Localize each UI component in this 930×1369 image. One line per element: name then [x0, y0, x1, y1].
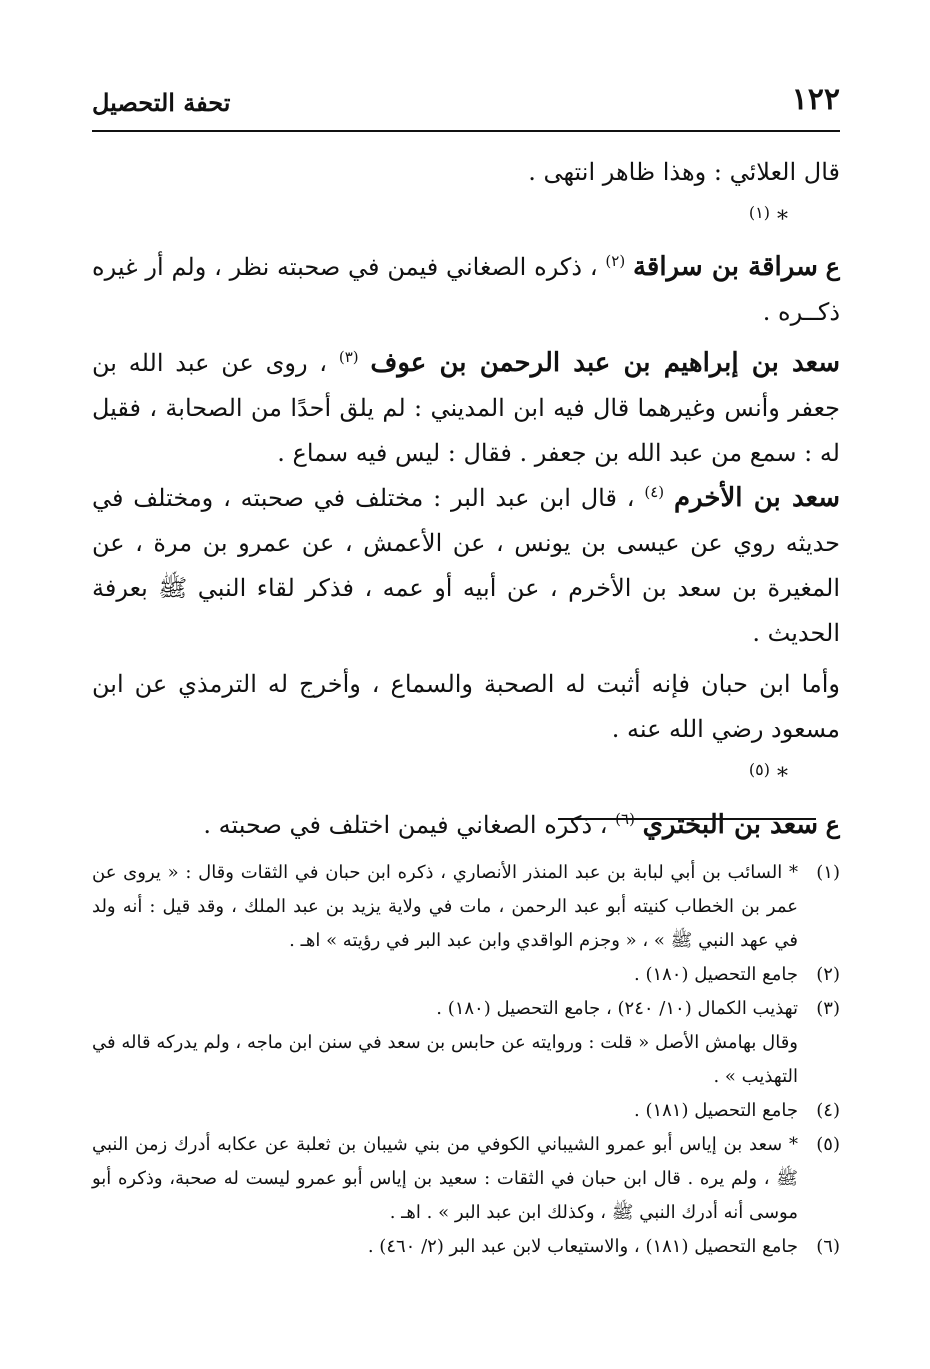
- entry-sad-ibn-al-bakhtari: [92, 802, 840, 848]
- footnote-ref: (٣): [338, 348, 359, 367]
- entry-text: ، ذكره الصغاني فيمن في صحبته نظر ، ولم أر غيره ذكــره .: [92, 253, 840, 327]
- footnotes: [92, 856, 840, 1264]
- footnote-ref: (٦): [615, 809, 635, 828]
- entry-text: ، قال ابن عبد البر : مختلف في صحبته ، ومختلف في حديثه روي عن عيسى بن يونس ، عن الأعمش ، عن عمرو بن مرة ، عن المغيرة بن سعد بن الأخرم ، عن أبيه أو عمه ، فذكر لقاء النبي ﷺ بعرفة الحديث .: [92, 484, 840, 648]
- footnote-number: (٣): [816, 998, 840, 1019]
- paragraph-ibn-hibban: وأما ابن حبان فإنه أثبت له الصحبة والسماع ، وأخرج له الترمذي عن ابن مسعود رضي الله عنه .: [92, 670, 840, 744]
- footnote-ref: (١): [748, 203, 770, 222]
- footnote-text: وقال بهامش الأصل « قلت : وروايته عن حابس بن سعد في سنن ابن ماجه ، ولم يدركه قاله في التهذيب » .: [92, 1032, 798, 1087]
- entry-name: سعد بن الأخرم: [673, 483, 840, 514]
- footnote-number: (٦): [816, 1236, 840, 1257]
- footnote-separator: [558, 818, 816, 820]
- footnote-3-note: [92, 1026, 840, 1094]
- footnote-text: * سعد بن إياس أبو عمرو الشيباني الكوفي من بني شيبان بن ثعلبة عن عكابه أدرك زمن النبي ﷺ ، ولم يره . قال ابن حبان في الثقات : سعيد بن إياس أبو عمرو ليست له صحبة، وذكره أبو موسى أنه أدرك النبي ﷺ ، وكذلك ابن عبد البر » . اهـ .: [92, 1134, 798, 1223]
- entry-prefix: ع: [825, 252, 840, 282]
- footnote-ref: (٢): [605, 252, 626, 271]
- entry-name: سعد بن البختري: [642, 809, 819, 840]
- entry-sad-ibn-al-akhram: [92, 476, 840, 656]
- footnote-number: (٤): [816, 1100, 840, 1121]
- star-symbol: *: [777, 764, 788, 790]
- footnote-ref: (٤): [644, 483, 665, 502]
- footnote-ref: (٥): [748, 760, 770, 780]
- entry-name: سراقة بن سراقة: [632, 252, 818, 283]
- paragraph-1: قال العلائي : وهذا ظاهر انتهى .: [528, 158, 840, 186]
- footnote-6: [92, 1230, 840, 1264]
- entry-prefix: ع: [825, 809, 840, 839]
- footnote-number: (٥): [816, 1134, 840, 1155]
- running-title: تحفة التحصيل: [92, 88, 231, 117]
- footnote-3: [92, 992, 840, 1026]
- star-symbol: *: [777, 207, 788, 233]
- footnote-number: (٢): [816, 964, 840, 985]
- page-number: ١٢٢: [791, 82, 840, 117]
- footnote-text: تهذيب الكمال (١٠/ ٢٤٠) ، جامع التحصيل (١٨٠) .: [436, 998, 798, 1019]
- footnote-number: (١): [816, 862, 840, 883]
- footnote-5: [92, 1128, 840, 1230]
- footnote-4: [92, 1094, 840, 1128]
- star-marker-1: [92, 195, 840, 238]
- entry-text: ، روى عن عبد الله بن جعفر وأنس وغيرهما قال فيه ابن المديني : لم يلق أحدًا من الصحابة ، فقيل له : سمع من عبد الله بن جعفر . فقال : ليس فيه سماع .: [92, 349, 840, 468]
- footnote-text: جامع التحصيل (١٨٠) .: [634, 964, 798, 985]
- star-marker-5: [92, 752, 840, 795]
- entry-suraqa: [92, 244, 840, 335]
- footnote-text: * السائب بن أبي لبابة بن عبد المنذر الأنصاري ، ذكره ابن حبان في الثقات وقال : « يروى عن عمر بن الخطاب كنيته أبو عبد الرحمن ، مات في ولاية يزيد بن عبد الملك ، وقد قيل : أنه ولد في عهد النبي ﷺ » ، « وجزم الواقدي وابن عبد البر في رؤيته » اهـ .: [92, 862, 798, 951]
- footnote-2: [92, 958, 840, 992]
- footnote-text: جامع التحصيل (١٨١) ، والاستيعاب لابن عبد البر (٢/ ٤٦٠) .: [367, 1236, 798, 1257]
- footnote-1: [92, 856, 840, 958]
- entry-name: سعد بن إبراهيم بن عبد الرحمن بن عوف: [370, 348, 840, 379]
- footnote-text: جامع التحصيل (١٨١) .: [634, 1100, 798, 1121]
- main-text: [92, 150, 840, 848]
- entry-sad-ibn-ibrahim: [92, 341, 840, 476]
- entry-text: ، ذكره الصغاني فيمن اختلف في صحبته .: [203, 810, 608, 839]
- page-header: [92, 80, 840, 132]
